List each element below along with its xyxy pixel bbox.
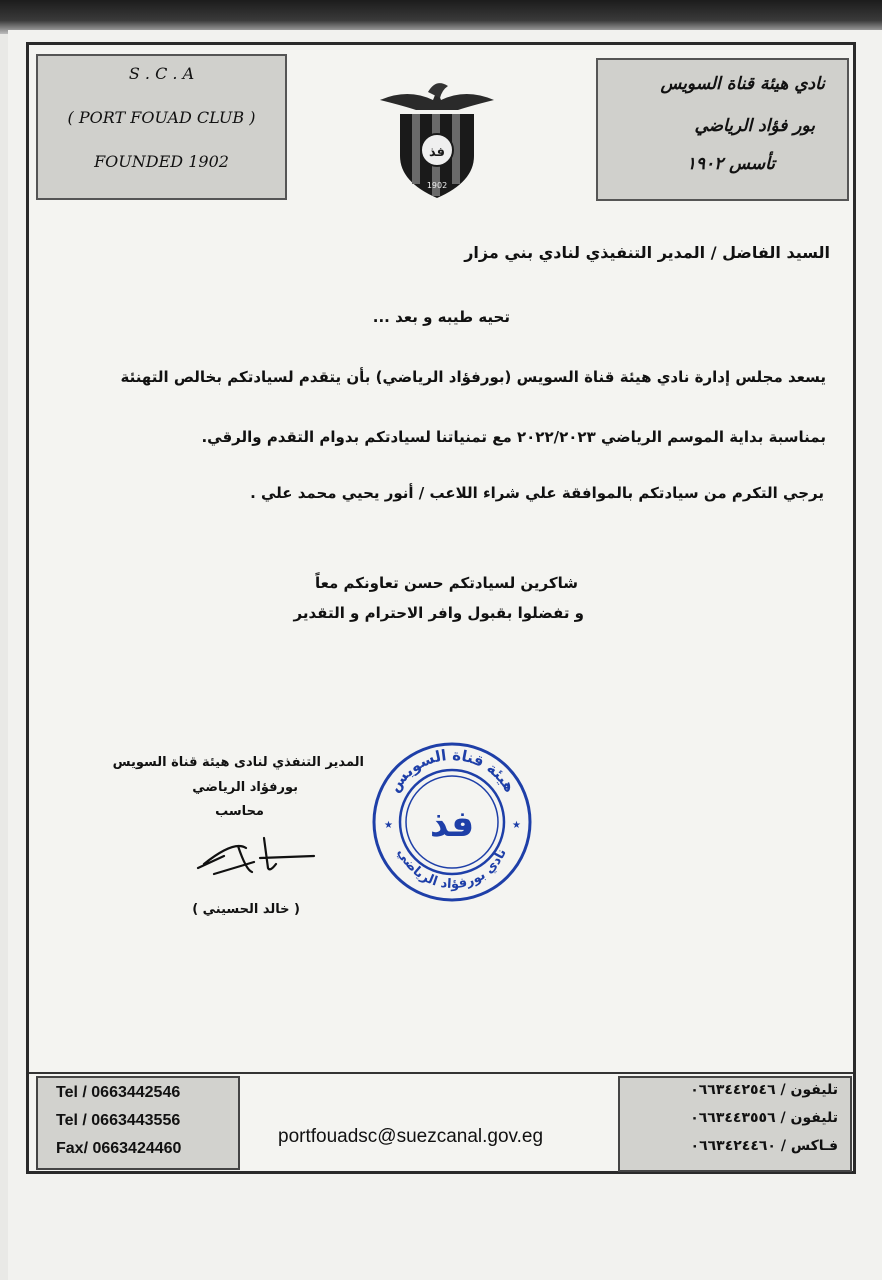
letter-greeting: تحيه طيبه و بعد ...: [372, 308, 510, 326]
official-stamp-icon: [368, 738, 536, 906]
svg-text:فذ: فذ: [429, 804, 475, 845]
letter-closing-1: شاكرين لسيادتكم حسن تعاونكم معاً: [314, 574, 578, 592]
letter-closing-2: و تفضلوا بقبول وافر الاحترام و التقدير: [293, 604, 584, 622]
signatory-name: ( خالد الحسيني ): [192, 902, 300, 917]
header-sca: S . C . A: [128, 64, 195, 83]
signature-title: المدير التنفذي لنادى هيئة قناة السويس: [112, 755, 364, 770]
header-ar-founded: تأسس ١٩٠٢: [686, 154, 775, 174]
svg-text:★: ★: [512, 820, 521, 831]
letter-recipient: السيد الفاضل / المدير التنفيذي لنادي بني مزار: [464, 243, 830, 262]
club-logo-icon: [378, 70, 496, 200]
footer-fax: Fax/ 0663424460: [56, 1140, 182, 1157]
header-club-name: ( PORT FOUAD CLUB ): [67, 108, 256, 127]
letter-paragraph-1: يسعد مجلس إدارة نادي هيئة قناة السويس (بورفؤاد الرياضي) بأن يتقدم لسيادتكم بخالص التهنئة: [120, 368, 826, 386]
handwritten-signature-icon: [194, 834, 318, 880]
scan-top-edge: [0, 0, 882, 34]
svg-text:هيئة قناة السويس: هيئة قناة السويس: [385, 745, 520, 796]
footer-tel-1: Tel / 0663442546: [56, 1084, 181, 1101]
header-arabic-box: [596, 58, 849, 201]
svg-text:فذ: فذ: [428, 145, 446, 160]
svg-text:1902: 1902: [426, 181, 448, 190]
footer-email: portfouadsc@suezcanal.gov.eg: [278, 1126, 544, 1147]
header-ar-city: بور فؤاد الرياضي: [694, 116, 815, 136]
footer-ar-fax: فـاكس / ٠٦٦٣٤٢٤٤٦٠: [690, 1138, 838, 1154]
svg-text:نادي بورفؤاد الرياضي: نادي بورفؤاد الرياضي: [394, 846, 510, 893]
signature-role: محاسب: [215, 804, 264, 819]
header-founded: FOUNDED 1902: [94, 152, 229, 171]
svg-text:★: ★: [384, 820, 393, 831]
header-english-box: [36, 54, 287, 200]
letter-paragraph-3: يرجي التكرم من سيادتكم بالموافقة علي شراء اللاعب / أنور يحيي محمد علي .: [250, 484, 824, 502]
signature-club: بورفؤاد الرياضي: [192, 780, 298, 795]
footer-separator: [29, 1072, 853, 1074]
letter-paragraph-2: بمناسبة بداية الموسم الرياضي ٢٠٢٢/٢٠٢٣ مع تمنياتنا لسيادتكم بدوام التقدم والرقي.: [201, 428, 826, 446]
footer-ar-tel-1: تليفون / ٠٦٦٣٤٤٢٥٤٦: [690, 1082, 838, 1098]
footer-ar-tel-2: تليفون / ٠٦٦٣٤٤٣٥٥٦: [690, 1110, 838, 1126]
header-ar-club: نادي هيئة قناة السويس: [660, 74, 825, 94]
footer-tel-2: Tel / 0663443556: [56, 1112, 181, 1129]
